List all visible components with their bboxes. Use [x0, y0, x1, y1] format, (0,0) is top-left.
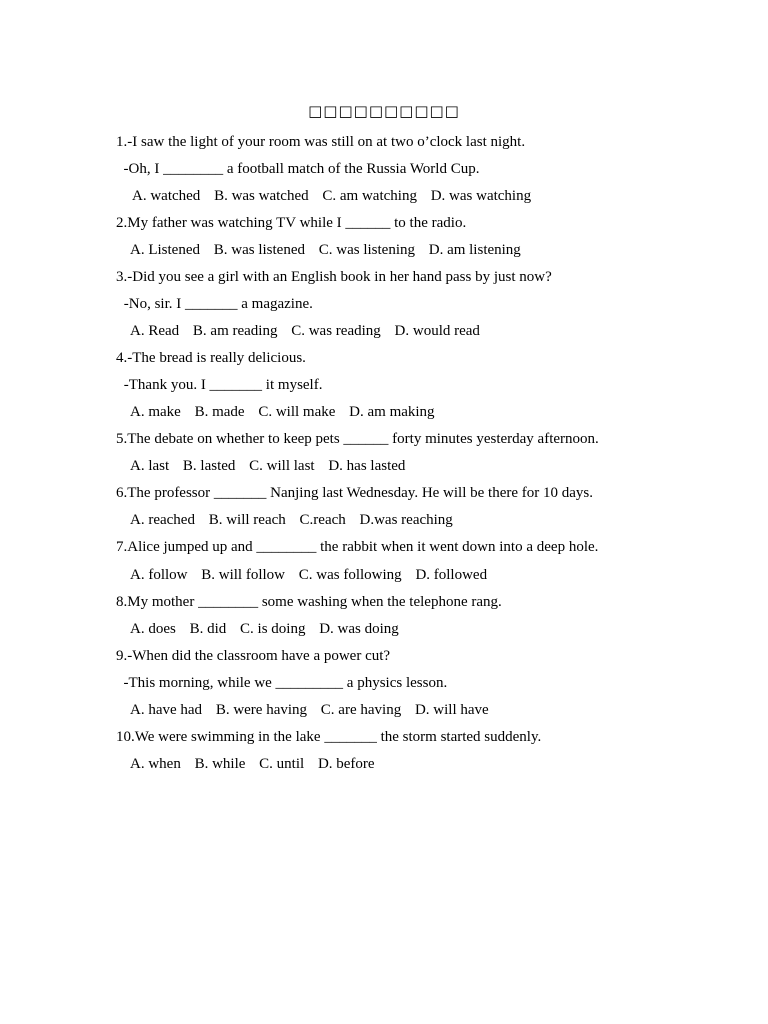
question-2-prompt: 2.My father was watching TV while I ______ to the radio.: [116, 215, 467, 231]
option-b: B. was listened: [213, 242, 305, 258]
option-d: D.was reaching: [359, 512, 453, 528]
question-8-options: [130, 620, 409, 638]
option-d: D. before: [317, 756, 375, 772]
option-b: B. am reading: [192, 323, 278, 339]
option-a: A. watched: [132, 188, 201, 204]
option-a: A. follow: [130, 567, 188, 583]
option-d: D. was doing: [319, 621, 399, 637]
question-9-options: [130, 701, 499, 719]
option-b: B. was watched: [214, 188, 309, 204]
option-c: C.reach: [299, 512, 346, 528]
option-c: C. will last: [249, 458, 315, 474]
question-3-prompt: 3.-Did you see a girl with an English book in her hand pass by just now?: [116, 269, 552, 285]
question-5-prompt: 5.The debate on whether to keep pets ______ forty minutes yesterday afternoon.: [116, 431, 599, 447]
option-a: A. Listened: [130, 242, 200, 258]
option-b: B. while: [194, 756, 246, 772]
question-10-options: [130, 755, 385, 773]
question-4-options: [130, 403, 445, 421]
option-c: C. until: [259, 756, 305, 772]
question-1-options: [132, 187, 541, 205]
option-c: C. is doing: [240, 621, 306, 637]
option-b: B. made: [194, 404, 245, 420]
option-c: C. will make: [258, 404, 336, 420]
option-c: C. was following: [298, 567, 402, 583]
option-c: C. am watching: [322, 188, 417, 204]
question-1-reply: -Oh, I ________ a football match of the Russia World Cup.: [116, 161, 480, 177]
option-a: A. Read: [130, 323, 180, 339]
option-a: A. last: [130, 458, 170, 474]
option-d: D. followed: [415, 567, 488, 583]
option-d: D. would read: [394, 323, 480, 339]
question-6-prompt: 6.The professor _______ Nanjing last Wednesday. He will be there for 10 days.: [116, 485, 594, 501]
question-4-prompt: 4.-The bread is really delicious.: [116, 350, 306, 366]
option-d: D. will have: [414, 702, 489, 718]
question-9-reply: -This morning, while we _________ a physics lesson.: [116, 675, 448, 691]
option-a: A. when: [130, 756, 181, 772]
option-c: C. was listening: [318, 242, 415, 258]
question-8-prompt: 8.My mother ________ some washing when the telephone rang.: [116, 594, 502, 610]
option-d: D. was watching: [430, 188, 532, 204]
option-a: A. reached: [130, 512, 195, 528]
question-3-reply: -No, sir. I _______ a magazine.: [120, 296, 313, 312]
option-a: A. does: [130, 621, 176, 637]
question-9-prompt: 9.-When did the classroom have a power cut?: [116, 648, 391, 664]
option-b: B. were having: [215, 702, 308, 718]
option-c: C. are having: [320, 702, 402, 718]
question-6-options: [130, 511, 463, 529]
option-d: D. has lasted: [328, 458, 406, 474]
question-4-reply: -Thank you. I _______ it myself.: [120, 377, 323, 393]
question-7-prompt: 7.Alice jumped up and ________ the rabbit when it went down into a deep hole.: [116, 539, 599, 555]
option-b: B. will reach: [208, 512, 286, 528]
option-a: A. make: [130, 404, 181, 420]
question-3-options: [130, 322, 490, 340]
question-10-prompt: 10.We were swimming in the lake _______ the storm started suddenly.: [116, 729, 542, 745]
question-7-options: [130, 566, 497, 584]
option-d: D. am making: [349, 404, 435, 420]
option-a: A. have had: [130, 702, 203, 718]
page-title: □□□□□□□□□□: [308, 102, 460, 120]
option-b: B. did: [189, 621, 227, 637]
question-1-prompt: 1.-I saw the light of your room was still on at two o’clock last night.: [116, 134, 526, 150]
option-b: B. lasted: [182, 458, 236, 474]
question-5-options: [130, 457, 415, 475]
option-b: B. will follow: [201, 567, 286, 583]
question-2-options: [130, 241, 531, 259]
option-d: D. am listening: [428, 242, 521, 258]
option-c: C. was reading: [291, 323, 381, 339]
